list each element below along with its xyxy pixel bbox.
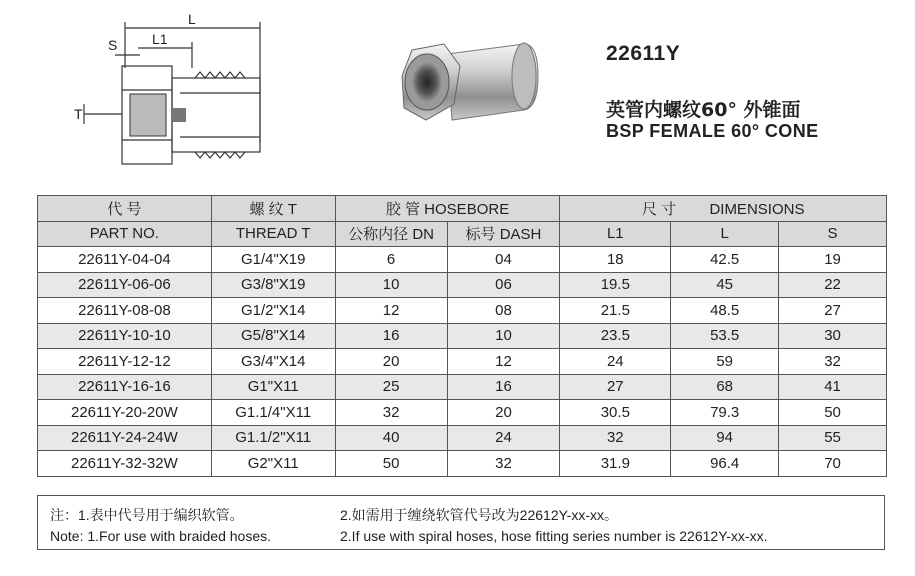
header-l: L bbox=[671, 221, 779, 247]
cell-dn: 16 bbox=[335, 323, 447, 349]
cell-thread: G1/2"X14 bbox=[211, 298, 335, 324]
dim-T-label: T bbox=[74, 106, 83, 122]
table-row bbox=[38, 400, 887, 426]
table-row bbox=[38, 323, 887, 349]
product-photo bbox=[392, 36, 540, 146]
cell-part-no: 22611Y-08-08 bbox=[38, 298, 212, 324]
cell-l1: 27 bbox=[560, 374, 671, 400]
cell-l1: 21.5 bbox=[560, 298, 671, 324]
spec-table bbox=[37, 195, 887, 477]
cell-l: 48.5 bbox=[671, 298, 779, 324]
cell-dn: 6 bbox=[335, 247, 447, 273]
notes-box bbox=[37, 495, 885, 550]
cell-l: 79.3 bbox=[671, 400, 779, 426]
header-thread-cn: 螺 纹 T bbox=[211, 196, 335, 222]
cell-thread: G1.1/4"X11 bbox=[211, 400, 335, 426]
cell-dash: 32 bbox=[447, 451, 560, 477]
cell-s: 55 bbox=[779, 425, 887, 451]
cell-l1: 24 bbox=[560, 349, 671, 375]
cell-s: 22 bbox=[779, 272, 887, 298]
cell-l1: 31.9 bbox=[560, 451, 671, 477]
dim-L-label: L bbox=[188, 11, 196, 27]
cell-s: 70 bbox=[779, 451, 887, 477]
cell-dash: 20 bbox=[447, 400, 560, 426]
cell-s: 30 bbox=[779, 323, 887, 349]
technical-drawing bbox=[70, 8, 280, 178]
table-row bbox=[38, 374, 887, 400]
cell-dash: 10 bbox=[447, 323, 560, 349]
table-row bbox=[38, 247, 887, 273]
cell-part-no: 22611Y-20-20W bbox=[38, 400, 212, 426]
cell-thread: G5/8"X14 bbox=[211, 323, 335, 349]
product-model: 22611Y bbox=[606, 42, 681, 65]
header-part-no: PART NO. bbox=[38, 221, 212, 247]
cell-part-no: 22611Y-32-32W bbox=[38, 451, 212, 477]
cell-s: 27 bbox=[779, 298, 887, 324]
header-s: S bbox=[779, 221, 887, 247]
spec-table-body bbox=[38, 247, 887, 477]
table-row bbox=[38, 425, 887, 451]
cell-thread: G1"X11 bbox=[211, 374, 335, 400]
table-row bbox=[38, 272, 887, 298]
table-row bbox=[38, 349, 887, 375]
cell-thread: G3/8"X19 bbox=[211, 272, 335, 298]
dim-S-label: S bbox=[108, 37, 118, 53]
cell-thread: G3/4"X14 bbox=[211, 349, 335, 375]
header-code-cn: 代 号 bbox=[38, 196, 212, 222]
cell-l: 94 bbox=[671, 425, 779, 451]
cell-dash: 16 bbox=[447, 374, 560, 400]
cell-dn: 20 bbox=[335, 349, 447, 375]
cell-dash: 08 bbox=[447, 298, 560, 324]
cell-thread: G1/4"X19 bbox=[211, 247, 335, 273]
table-row bbox=[38, 298, 887, 324]
cell-part-no: 22611Y-12-12 bbox=[38, 349, 212, 375]
cell-l: 42.5 bbox=[671, 247, 779, 273]
header-dim-cn: 尺 寸 bbox=[641, 200, 677, 218]
note-cn-1: 注：1.表中代号用于编织软管。 bbox=[50, 507, 244, 523]
cell-dn: 12 bbox=[335, 298, 447, 324]
note-en-2: 2.If use with spiral hoses, hose fitting series number is 22612Y-xx-xx. bbox=[340, 528, 768, 544]
note-en-1: Note: 1.For use with braided hoses. bbox=[50, 528, 272, 544]
header-dim-en: DIMENSIONS bbox=[709, 200, 805, 218]
cell-part-no: 22611Y-06-06 bbox=[38, 272, 212, 298]
header-dimensions bbox=[560, 196, 887, 222]
cell-s: 19 bbox=[779, 247, 887, 273]
cell-dash: 24 bbox=[447, 425, 560, 451]
cell-l1: 32 bbox=[560, 425, 671, 451]
cell-l1: 18 bbox=[560, 247, 671, 273]
cell-s: 41 bbox=[779, 374, 887, 400]
cell-dash: 04 bbox=[447, 247, 560, 273]
cell-thread: G1.1/2"X11 bbox=[211, 425, 335, 451]
cell-l: 53.5 bbox=[671, 323, 779, 349]
header-thread: THREAD T bbox=[211, 221, 335, 247]
cell-thread: G2"X11 bbox=[211, 451, 335, 477]
product-title-en: BSP FEMALE 60° CONE bbox=[606, 121, 819, 141]
cell-dn: 25 bbox=[335, 374, 447, 400]
header-row-2 bbox=[38, 221, 887, 247]
cell-part-no: 22611Y-04-04 bbox=[38, 247, 212, 273]
cell-dash: 06 bbox=[447, 272, 560, 298]
cell-part-no: 22611Y-10-10 bbox=[38, 323, 212, 349]
note-cn-2: 2.如需用于缠绕软管代号改为22612Y-xx-xx。 bbox=[340, 507, 618, 523]
product-title-cn: 英管内螺纹60° 外锥面 bbox=[606, 99, 801, 121]
cell-dn: 40 bbox=[335, 425, 447, 451]
header-dash: 标号 DASH bbox=[447, 221, 560, 247]
dim-L1-label: L1 bbox=[152, 31, 168, 47]
cell-l: 68 bbox=[671, 374, 779, 400]
header-row-1 bbox=[38, 196, 887, 222]
cell-part-no: 22611Y-16-16 bbox=[38, 374, 212, 400]
cell-dn: 50 bbox=[335, 451, 447, 477]
table-row bbox=[38, 451, 887, 477]
cell-l1: 23.5 bbox=[560, 323, 671, 349]
cell-dn: 32 bbox=[335, 400, 447, 426]
header-dn: 公称内径 DN bbox=[335, 221, 447, 247]
cell-part-no: 22611Y-24-24W bbox=[38, 425, 212, 451]
cell-l1: 19.5 bbox=[560, 272, 671, 298]
header-hosebore: 胶 管 HOSEBORE bbox=[335, 196, 560, 222]
cell-s: 50 bbox=[779, 400, 887, 426]
cell-l: 59 bbox=[671, 349, 779, 375]
cell-dn: 10 bbox=[335, 272, 447, 298]
cell-l: 96.4 bbox=[671, 451, 779, 477]
cell-l1: 30.5 bbox=[560, 400, 671, 426]
cell-dash: 12 bbox=[447, 349, 560, 375]
cell-l: 45 bbox=[671, 272, 779, 298]
header-l1: L1 bbox=[560, 221, 671, 247]
cell-s: 32 bbox=[779, 349, 887, 375]
